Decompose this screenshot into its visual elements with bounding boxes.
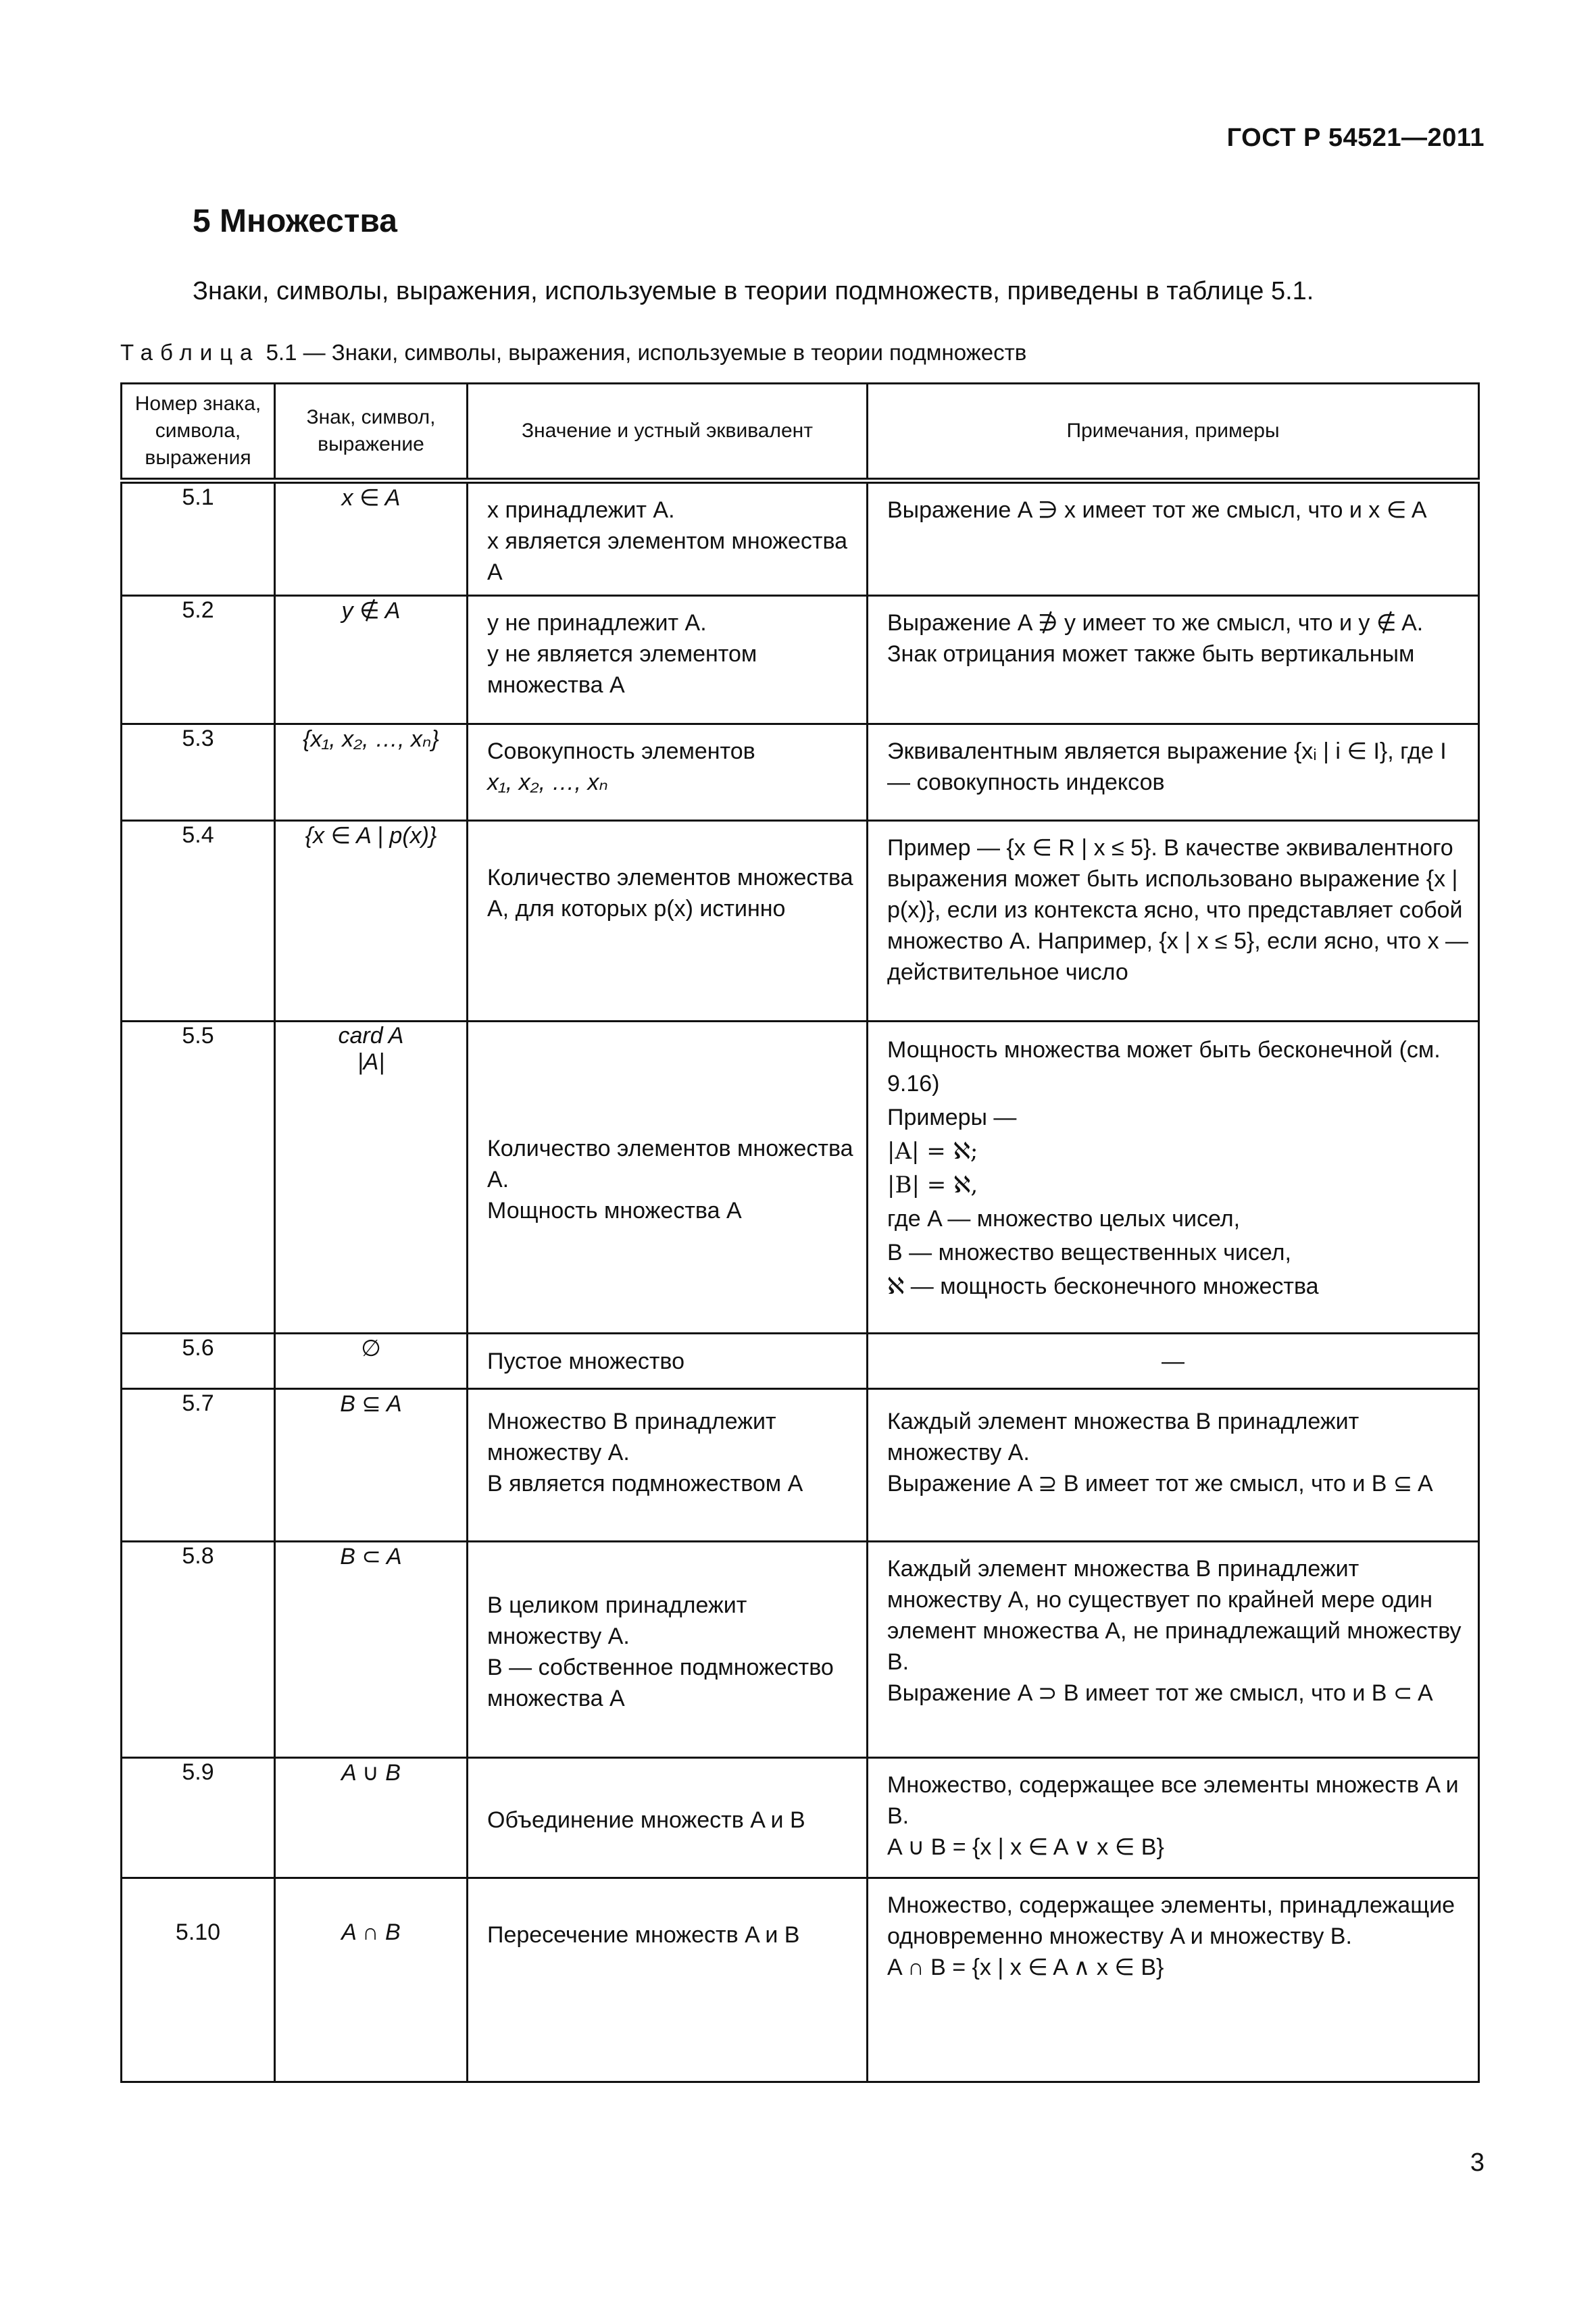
row-number: 5.7 — [122, 1389, 275, 1542]
row-meaning — [468, 596, 868, 724]
note-line: B — множество вещественных чисел, — [887, 1240, 1291, 1265]
meaning-line: x₁, x₂, …, xₙ — [487, 770, 608, 795]
section-title: 5 Множества — [193, 203, 397, 239]
row-notes — [868, 1334, 1479, 1389]
row-notes — [868, 1878, 1479, 2082]
table-header-row — [122, 384, 1479, 481]
note-line: Эквивалентным является выражение {xᵢ | i ∈ I}, где I — совокупность индексов — [887, 738, 1447, 795]
note-line: Выражение A ⊃ B имеет тот же смысл, что и B ⊂ A — [887, 1680, 1433, 1706]
note-line: Примеры — — [887, 1105, 1017, 1130]
row-meaning — [468, 481, 868, 596]
row-symbol: B ⊆ A — [275, 1389, 468, 1542]
table-row — [122, 1022, 1479, 1334]
row-notes — [868, 821, 1479, 1022]
row-symbol: {x₁, x₂, …, xₙ} — [275, 724, 468, 821]
table-row — [122, 1389, 1479, 1542]
note-line: Каждый элемент множества B принадлежит множеству A. — [887, 1409, 1360, 1465]
row-meaning — [468, 1758, 868, 1878]
page-number: 3 — [1470, 2148, 1485, 2177]
row-notes — [868, 1758, 1479, 1878]
table-row — [122, 1334, 1479, 1389]
row-number: 5.5 — [122, 1022, 275, 1334]
meaning-line: Совокупность элементов — [487, 738, 755, 764]
header-meaning: Значение и устный эквивалент — [468, 384, 868, 481]
meaning-line: x принадлежит A. — [487, 497, 675, 523]
meaning-line: B — собственное подмножество множества A — [487, 1655, 834, 1711]
meaning-line: B является подмножеством A — [487, 1471, 803, 1496]
meaning-line: y не принадлежит A. — [487, 610, 707, 636]
row-notes — [868, 724, 1479, 821]
row-symbol: A ∪ B — [275, 1758, 468, 1878]
meaning-line: B целиком принадлежит множеству A. — [487, 1592, 747, 1649]
row-meaning — [468, 724, 868, 821]
row-number: 5.1 — [122, 481, 275, 596]
row-meaning — [468, 1334, 868, 1389]
row-number: 5.3 — [122, 724, 275, 821]
note-line: Множество, содержащее все элементы множеств A и B. — [887, 1772, 1459, 1829]
table-row — [122, 1878, 1479, 2082]
note-line: Выражение A ∌ y имеет то же смысл, что и y ∉ A. Знак отрицания может также быть вертикальным — [887, 610, 1424, 667]
symbol-line: |A| — [357, 1049, 385, 1075]
meaning-line: Мощность множества A — [487, 1197, 742, 1224]
note-line: где A — множество целых чисел, — [887, 1206, 1241, 1232]
table-row — [122, 821, 1479, 1022]
meaning-line: y не является элементом множества A — [487, 641, 757, 698]
note-line: Множество, содержащее элементы, принадлежащие одновременно множеству A и множеству B. — [887, 1892, 1455, 1949]
note-line: ℵ — мощность бесконечного множества — [887, 1274, 1319, 1299]
row-number: 5.6 — [122, 1334, 275, 1389]
table-row — [122, 596, 1479, 724]
note-line: Выражение A ∋ x имеет тот же смысл, что и x ∈ A — [887, 497, 1427, 523]
note-line: Пример — {x ∈ R | x ≤ 5}. В качестве эквивалентного выражения может быть использовано выражение {x | p(x)}, если из контекста ясно, что представляет собой множество A. Например, {x | x ≤ 5}, если ясно, что x — действительное число — [887, 835, 1469, 985]
row-notes — [868, 1542, 1479, 1758]
row-number: 5.10 — [122, 1878, 275, 2082]
table-row — [122, 481, 1479, 596]
note-line: A ∪ B = {x | x ∈ A ∨ x ∈ B} — [887, 1834, 1164, 1860]
header-number: Номер знака, символа, выражения — [122, 384, 275, 481]
table-row — [122, 724, 1479, 821]
row-number: 5.9 — [122, 1758, 275, 1878]
header-notes: Примечания, примеры — [868, 384, 1479, 481]
note-line: Мощность множества может быть бесконечной (см. 9.16) — [887, 1037, 1441, 1097]
note-line: |B| = ℵ, — [887, 1172, 978, 1199]
note-line: |A| = ℵ; — [887, 1138, 978, 1165]
row-symbol: B ⊂ A — [275, 1542, 468, 1758]
row-notes — [868, 1022, 1479, 1334]
row-symbol: {x ∈ A | p(x)} — [275, 821, 468, 1022]
table-row — [122, 1758, 1479, 1878]
row-meaning — [468, 1878, 868, 2082]
table-row — [122, 1542, 1479, 1758]
note-line: Выражение A ⊇ B имеет тот же смысл, что и B ⊆ A — [887, 1471, 1433, 1496]
standard-code: ГОСТ Р 54521—2011 — [1226, 124, 1485, 152]
row-symbol: x ∈ A — [275, 481, 468, 596]
meaning-line: Объединение множеств A и B — [487, 1807, 805, 1833]
row-meaning — [468, 821, 868, 1022]
row-meaning — [468, 1022, 868, 1334]
row-number: 5.4 — [122, 821, 275, 1022]
row-notes — [868, 1389, 1479, 1542]
note-line: — — [1162, 1348, 1184, 1374]
note-line: A ∩ B = {x | x ∈ A ∧ x ∈ B} — [887, 1955, 1164, 1980]
symbol-line: card A — [338, 1023, 404, 1049]
row-notes — [868, 596, 1479, 724]
header-symbol: Знак, символ, выражение — [275, 384, 468, 481]
meaning-line: Множество B принадлежит множеству A. — [487, 1409, 776, 1465]
row-notes — [868, 481, 1479, 596]
meaning-line: Количество элементов множества A. — [487, 1135, 853, 1192]
row-number: 5.8 — [122, 1542, 275, 1758]
row-symbol — [275, 1022, 468, 1334]
intro-paragraph: Знаки, символы, выражения, используемые в теории подмножеств, приведены в таблице 5.1. — [193, 277, 1314, 305]
row-meaning — [468, 1542, 868, 1758]
row-symbol: A ∩ B — [275, 1878, 468, 2082]
table-caption-text: 5.1 — Знаки, символы, выражения, используемые в теории подмножеств — [266, 340, 1027, 365]
note-line: Каждый элемент множества B принадлежит множеству A, но существует по крайней мере один элемент множества A, не принадлежащий множеству B. — [887, 1556, 1462, 1675]
row-symbol: ∅ — [275, 1334, 468, 1389]
table-caption — [120, 340, 1026, 366]
meaning-line: Пустое множество — [487, 1348, 685, 1374]
row-symbol: y ∉ A — [275, 596, 468, 724]
row-meaning — [468, 1389, 868, 1542]
meaning-line: Количество элементов множества A, для которых p(x) истинно — [487, 865, 853, 922]
sets-symbols-table — [120, 382, 1480, 2083]
meaning-line: Пересечение множеств A и B — [487, 1922, 800, 1948]
table-caption-label: Таблица — [120, 340, 260, 365]
row-number: 5.2 — [122, 596, 275, 724]
meaning-line: x является элементом множества A — [487, 528, 848, 585]
